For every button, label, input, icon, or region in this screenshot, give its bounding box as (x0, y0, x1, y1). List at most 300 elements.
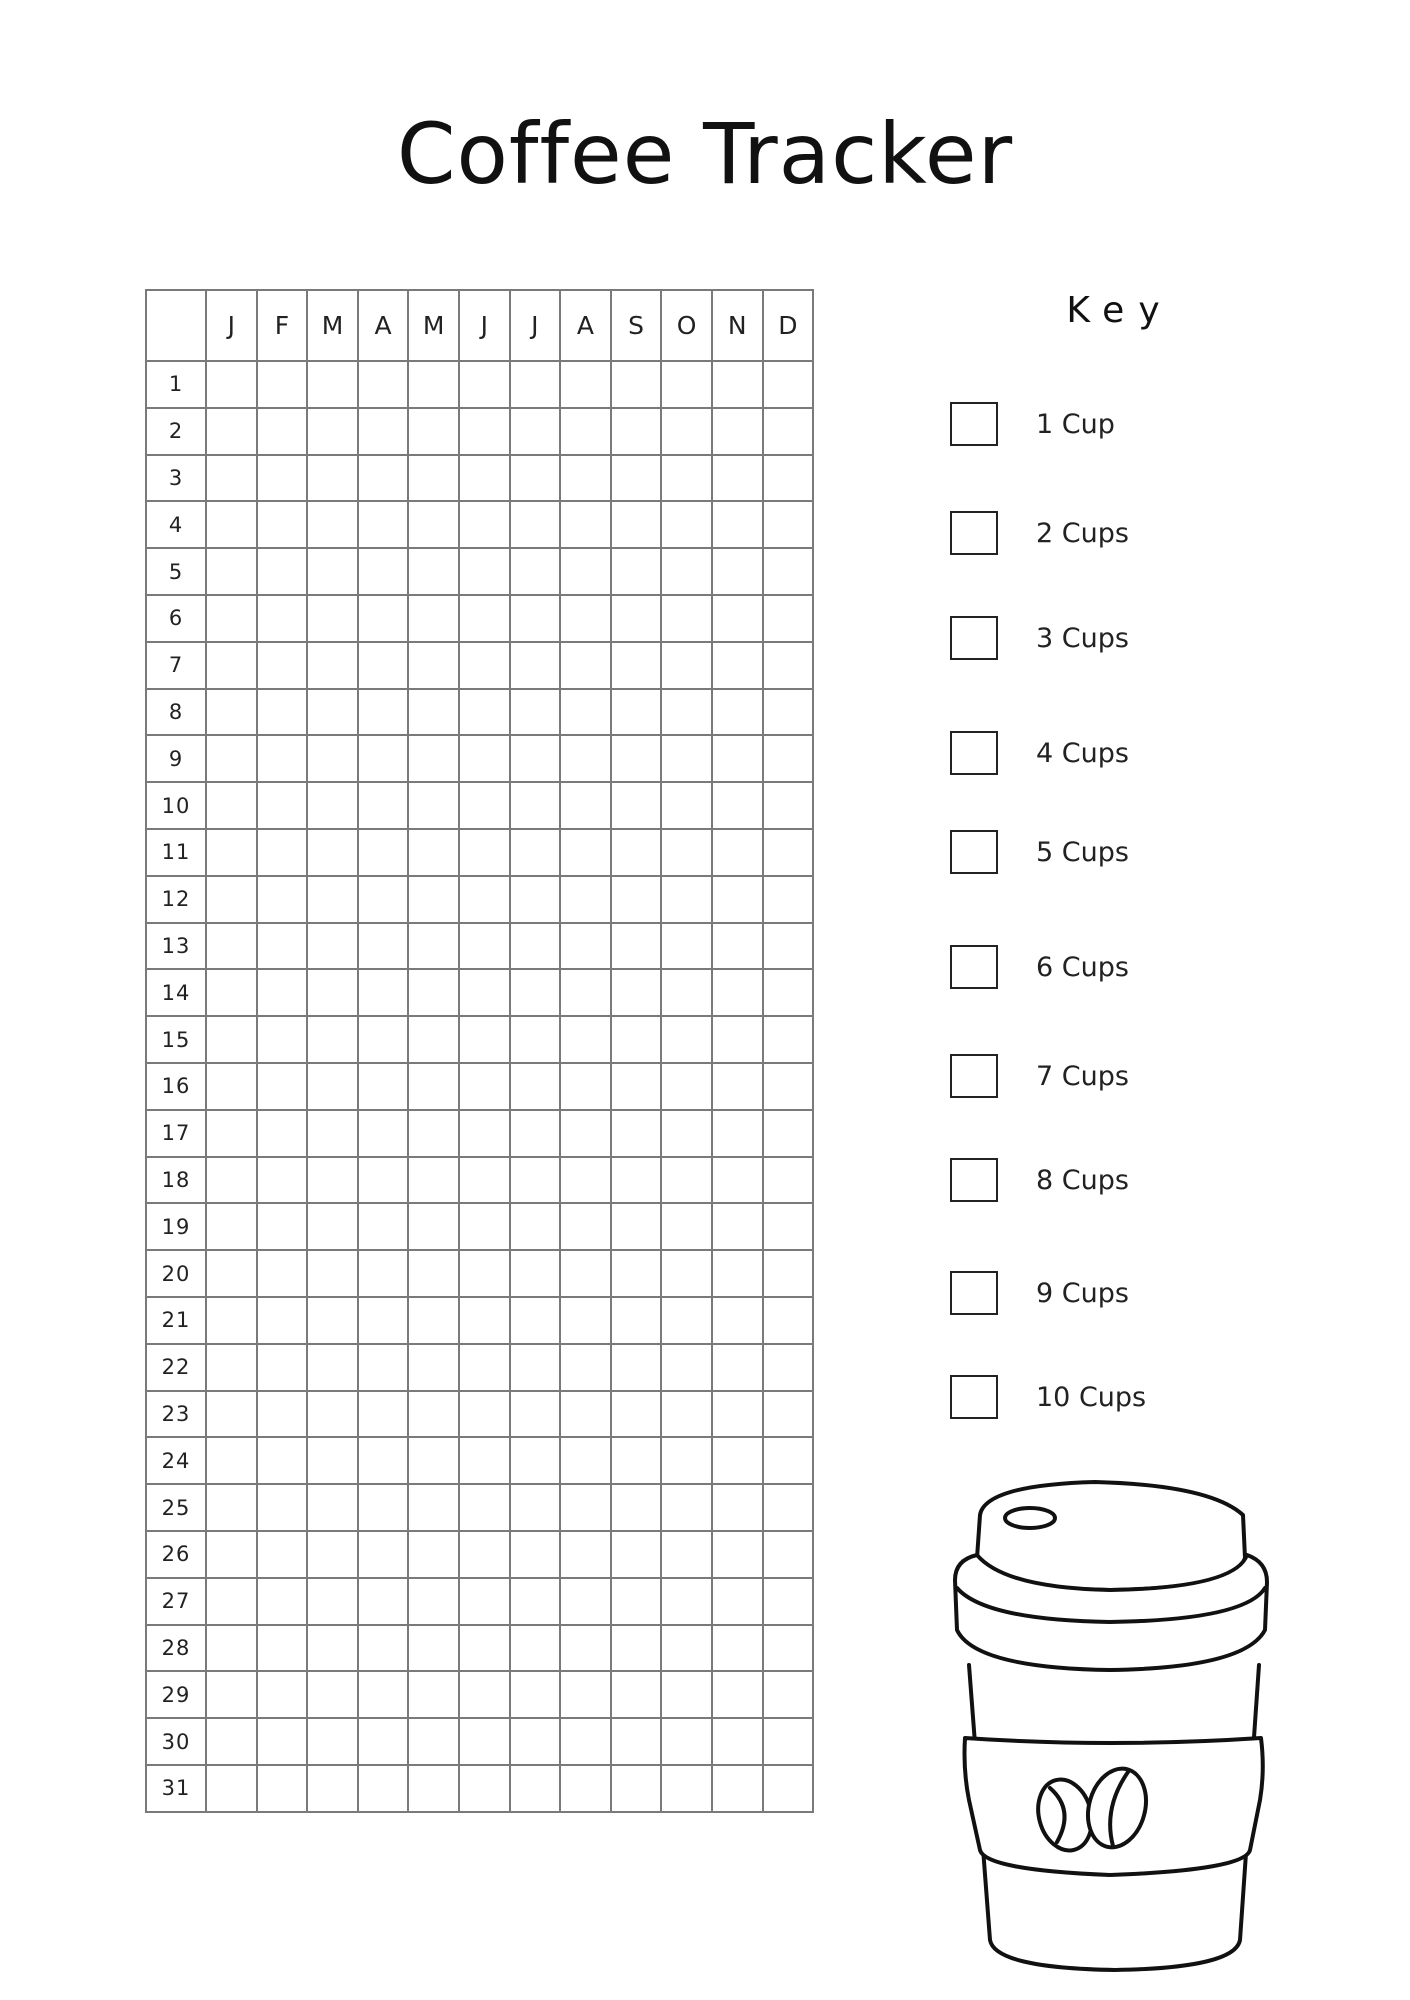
tracker-cell[interactable] (408, 1344, 459, 1391)
tracker-cell[interactable] (510, 361, 561, 408)
tracker-cell[interactable] (510, 1718, 561, 1765)
tracker-cell[interactable] (257, 1531, 308, 1578)
tracker-cell[interactable] (459, 1063, 510, 1110)
tracker-cell[interactable] (712, 782, 763, 829)
tracker-cell[interactable] (459, 361, 510, 408)
tracker-cell[interactable] (510, 1110, 561, 1157)
tracker-cell[interactable] (408, 1391, 459, 1438)
tracker-cell[interactable] (763, 876, 814, 923)
tracker-cell[interactable] (611, 1063, 662, 1110)
tracker-cell[interactable] (307, 1484, 358, 1531)
tracker-cell[interactable] (257, 1063, 308, 1110)
tracker-cell[interactable] (459, 642, 510, 689)
tracker-cell[interactable] (560, 1344, 611, 1391)
tracker-cell[interactable] (611, 1718, 662, 1765)
tracker-cell[interactable] (510, 1016, 561, 1063)
tracker-cell[interactable] (257, 1250, 308, 1297)
tracker-cell[interactable] (712, 969, 763, 1016)
tracker-cell[interactable] (257, 408, 308, 455)
tracker-cell[interactable] (763, 735, 814, 782)
tracker-cell[interactable] (661, 1344, 712, 1391)
tracker-cell[interactable] (560, 1437, 611, 1484)
tracker-cell[interactable] (307, 829, 358, 876)
tracker-cell[interactable] (358, 1063, 409, 1110)
tracker-cell[interactable] (661, 829, 712, 876)
tracker-cell[interactable] (358, 408, 409, 455)
tracker-cell[interactable] (257, 1344, 308, 1391)
tracker-cell[interactable] (712, 1531, 763, 1578)
tracker-cell[interactable] (307, 1437, 358, 1484)
tracker-cell[interactable] (408, 595, 459, 642)
tracker-cell[interactable] (560, 1625, 611, 1672)
tracker-cell[interactable] (712, 642, 763, 689)
tracker-cell[interactable] (206, 689, 257, 736)
tracker-cell[interactable] (459, 1765, 510, 1812)
tracker-cell[interactable] (307, 1297, 358, 1344)
tracker-cell[interactable] (510, 455, 561, 502)
tracker-cell[interactable] (763, 408, 814, 455)
tracker-cell[interactable] (358, 1765, 409, 1812)
tracker-cell[interactable] (510, 1391, 561, 1438)
tracker-cell[interactable] (408, 1110, 459, 1157)
tracker-cell[interactable] (408, 455, 459, 502)
tracker-cell[interactable] (358, 361, 409, 408)
tracker-cell[interactable] (307, 876, 358, 923)
tracker-cell[interactable] (358, 969, 409, 1016)
tracker-cell[interactable] (307, 1625, 358, 1672)
tracker-cell[interactable] (611, 969, 662, 1016)
tracker-cell[interactable] (358, 876, 409, 923)
tracker-cell[interactable] (307, 455, 358, 502)
tracker-cell[interactable] (206, 548, 257, 595)
tracker-cell[interactable] (408, 1765, 459, 1812)
tracker-cell[interactable] (257, 455, 308, 502)
tracker-cell[interactable] (763, 595, 814, 642)
tracker-cell[interactable] (206, 829, 257, 876)
tracker-cell[interactable] (459, 1203, 510, 1250)
tracker-cell[interactable] (358, 689, 409, 736)
tracker-cell[interactable] (307, 1203, 358, 1250)
tracker-cell[interactable] (763, 689, 814, 736)
tracker-cell[interactable] (611, 455, 662, 502)
tracker-cell[interactable] (560, 501, 611, 548)
tracker-cell[interactable] (560, 1063, 611, 1110)
tracker-cell[interactable] (206, 1765, 257, 1812)
tracker-cell[interactable] (257, 1016, 308, 1063)
tracker-cell[interactable] (307, 1671, 358, 1718)
tracker-cell[interactable] (611, 1250, 662, 1297)
tracker-cell[interactable] (206, 1157, 257, 1204)
tracker-cell[interactable] (560, 969, 611, 1016)
tracker-cell[interactable] (763, 1391, 814, 1438)
tracker-cell[interactable] (712, 1484, 763, 1531)
tracker-cell[interactable] (510, 595, 561, 642)
tracker-cell[interactable] (408, 642, 459, 689)
tracker-cell[interactable] (307, 1718, 358, 1765)
tracker-cell[interactable] (560, 1110, 611, 1157)
tracker-cell[interactable] (408, 1063, 459, 1110)
tracker-cell[interactable] (510, 501, 561, 548)
tracker-cell[interactable] (307, 923, 358, 970)
tracker-cell[interactable] (763, 1250, 814, 1297)
key-checkbox[interactable] (950, 1054, 998, 1098)
tracker-cell[interactable] (763, 1016, 814, 1063)
tracker-cell[interactable] (206, 1578, 257, 1625)
tracker-cell[interactable] (560, 548, 611, 595)
tracker-cell[interactable] (459, 1718, 510, 1765)
tracker-cell[interactable] (206, 1063, 257, 1110)
key-checkbox[interactable] (950, 945, 998, 989)
tracker-cell[interactable] (661, 1437, 712, 1484)
tracker-cell[interactable] (510, 829, 561, 876)
tracker-cell[interactable] (206, 455, 257, 502)
tracker-cell[interactable] (358, 595, 409, 642)
tracker-cell[interactable] (661, 1391, 712, 1438)
tracker-cell[interactable] (661, 408, 712, 455)
tracker-cell[interactable] (560, 1578, 611, 1625)
tracker-cell[interactable] (510, 1531, 561, 1578)
tracker-cell[interactable] (257, 923, 308, 970)
tracker-cell[interactable] (206, 642, 257, 689)
tracker-cell[interactable] (358, 782, 409, 829)
tracker-cell[interactable] (307, 1110, 358, 1157)
tracker-cell[interactable] (257, 1671, 308, 1718)
tracker-cell[interactable] (763, 1344, 814, 1391)
tracker-cell[interactable] (712, 1063, 763, 1110)
tracker-cell[interactable] (459, 969, 510, 1016)
tracker-cell[interactable] (307, 642, 358, 689)
tracker-cell[interactable] (307, 1016, 358, 1063)
tracker-cell[interactable] (459, 829, 510, 876)
tracker-cell[interactable] (459, 689, 510, 736)
tracker-cell[interactable] (459, 1531, 510, 1578)
tracker-cell[interactable] (763, 1625, 814, 1672)
tracker-cell[interactable] (408, 735, 459, 782)
tracker-cell[interactable] (510, 969, 561, 1016)
tracker-cell[interactable] (560, 1671, 611, 1718)
tracker-cell[interactable] (560, 361, 611, 408)
tracker-cell[interactable] (560, 923, 611, 970)
tracker-cell[interactable] (257, 1391, 308, 1438)
tracker-cell[interactable] (611, 1484, 662, 1531)
tracker-cell[interactable] (307, 735, 358, 782)
tracker-cell[interactable] (307, 1157, 358, 1204)
tracker-cell[interactable] (408, 1578, 459, 1625)
tracker-cell[interactable] (408, 829, 459, 876)
tracker-cell[interactable] (712, 1297, 763, 1344)
tracker-cell[interactable] (408, 1250, 459, 1297)
tracker-cell[interactable] (510, 923, 561, 970)
tracker-cell[interactable] (763, 1671, 814, 1718)
tracker-cell[interactable] (712, 1578, 763, 1625)
tracker-cell[interactable] (307, 1765, 358, 1812)
tracker-cell[interactable] (257, 1437, 308, 1484)
tracker-cell[interactable] (611, 1437, 662, 1484)
tracker-cell[interactable] (510, 642, 561, 689)
tracker-cell[interactable] (611, 1344, 662, 1391)
tracker-cell[interactable] (459, 876, 510, 923)
tracker-cell[interactable] (408, 923, 459, 970)
tracker-cell[interactable] (763, 1484, 814, 1531)
tracker-cell[interactable] (611, 735, 662, 782)
tracker-cell[interactable] (257, 735, 308, 782)
tracker-cell[interactable] (459, 1110, 510, 1157)
tracker-cell[interactable] (712, 829, 763, 876)
tracker-cell[interactable] (307, 782, 358, 829)
tracker-cell[interactable] (712, 689, 763, 736)
tracker-cell[interactable] (510, 782, 561, 829)
key-checkbox[interactable] (950, 1375, 998, 1419)
tracker-cell[interactable] (257, 1484, 308, 1531)
tracker-cell[interactable] (459, 1016, 510, 1063)
tracker-cell[interactable] (763, 969, 814, 1016)
tracker-cell[interactable] (763, 1063, 814, 1110)
tracker-cell[interactable] (661, 689, 712, 736)
tracker-cell[interactable] (358, 1578, 409, 1625)
tracker-cell[interactable] (257, 1718, 308, 1765)
tracker-cell[interactable] (358, 829, 409, 876)
tracker-cell[interactable] (408, 876, 459, 923)
tracker-cell[interactable] (408, 501, 459, 548)
tracker-cell[interactable] (763, 1110, 814, 1157)
tracker-cell[interactable] (560, 735, 611, 782)
tracker-cell[interactable] (307, 548, 358, 595)
tracker-cell[interactable] (661, 782, 712, 829)
tracker-cell[interactable] (560, 1391, 611, 1438)
tracker-cell[interactable] (459, 548, 510, 595)
tracker-cell[interactable] (408, 1297, 459, 1344)
key-checkbox[interactable] (950, 402, 998, 446)
tracker-cell[interactable] (611, 642, 662, 689)
tracker-cell[interactable] (358, 1391, 409, 1438)
tracker-cell[interactable] (408, 689, 459, 736)
tracker-cell[interactable] (510, 1250, 561, 1297)
tracker-cell[interactable] (611, 1391, 662, 1438)
tracker-cell[interactable] (510, 735, 561, 782)
tracker-cell[interactable] (661, 642, 712, 689)
tracker-cell[interactable] (763, 1203, 814, 1250)
tracker-cell[interactable] (712, 408, 763, 455)
tracker-cell[interactable] (560, 1765, 611, 1812)
tracker-cell[interactable] (257, 548, 308, 595)
tracker-cell[interactable] (611, 689, 662, 736)
tracker-cell[interactable] (560, 1531, 611, 1578)
tracker-cell[interactable] (712, 455, 763, 502)
tracker-cell[interactable] (712, 1625, 763, 1672)
tracker-cell[interactable] (560, 1297, 611, 1344)
tracker-cell[interactable] (408, 1203, 459, 1250)
tracker-cell[interactable] (611, 1016, 662, 1063)
tracker-cell[interactable] (611, 829, 662, 876)
tracker-cell[interactable] (358, 1344, 409, 1391)
tracker-cell[interactable] (661, 969, 712, 1016)
tracker-cell[interactable] (661, 876, 712, 923)
tracker-cell[interactable] (611, 595, 662, 642)
tracker-cell[interactable] (307, 1344, 358, 1391)
key-checkbox[interactable] (950, 616, 998, 660)
tracker-cell[interactable] (459, 455, 510, 502)
tracker-cell[interactable] (257, 1765, 308, 1812)
tracker-cell[interactable] (206, 1625, 257, 1672)
tracker-cell[interactable] (611, 1625, 662, 1672)
tracker-cell[interactable] (560, 1250, 611, 1297)
tracker-cell[interactable] (358, 642, 409, 689)
tracker-cell[interactable] (206, 969, 257, 1016)
tracker-cell[interactable] (611, 1765, 662, 1812)
tracker-cell[interactable] (206, 1203, 257, 1250)
tracker-cell[interactable] (510, 1297, 561, 1344)
tracker-cell[interactable] (459, 1250, 510, 1297)
tracker-cell[interactable] (358, 1297, 409, 1344)
tracker-cell[interactable] (257, 361, 308, 408)
tracker-cell[interactable] (763, 829, 814, 876)
tracker-cell[interactable] (206, 1344, 257, 1391)
tracker-cell[interactable] (307, 361, 358, 408)
tracker-cell[interactable] (661, 361, 712, 408)
tracker-cell[interactable] (510, 876, 561, 923)
tracker-cell[interactable] (206, 595, 257, 642)
tracker-cell[interactable] (358, 1718, 409, 1765)
tracker-cell[interactable] (459, 408, 510, 455)
tracker-cell[interactable] (611, 782, 662, 829)
tracker-cell[interactable] (712, 1110, 763, 1157)
tracker-cell[interactable] (560, 689, 611, 736)
tracker-cell[interactable] (712, 1391, 763, 1438)
tracker-cell[interactable] (257, 1157, 308, 1204)
tracker-cell[interactable] (611, 1110, 662, 1157)
tracker-cell[interactable] (510, 1063, 561, 1110)
tracker-cell[interactable] (712, 1203, 763, 1250)
tracker-cell[interactable] (307, 689, 358, 736)
tracker-cell[interactable] (510, 1157, 561, 1204)
tracker-cell[interactable] (408, 1531, 459, 1578)
tracker-cell[interactable] (712, 1765, 763, 1812)
tracker-cell[interactable] (712, 1157, 763, 1204)
tracker-cell[interactable] (661, 1110, 712, 1157)
tracker-cell[interactable] (611, 361, 662, 408)
tracker-cell[interactable] (408, 548, 459, 595)
tracker-cell[interactable] (459, 501, 510, 548)
tracker-cell[interactable] (763, 1437, 814, 1484)
tracker-cell[interactable] (510, 1671, 561, 1718)
tracker-cell[interactable] (358, 1250, 409, 1297)
tracker-cell[interactable] (408, 1157, 459, 1204)
tracker-cell[interactable] (611, 548, 662, 595)
tracker-cell[interactable] (763, 782, 814, 829)
tracker-cell[interactable] (257, 829, 308, 876)
tracker-cell[interactable] (763, 455, 814, 502)
tracker-cell[interactable] (763, 1297, 814, 1344)
key-checkbox[interactable] (950, 1158, 998, 1202)
tracker-cell[interactable] (358, 501, 409, 548)
tracker-cell[interactable] (712, 735, 763, 782)
tracker-cell[interactable] (611, 501, 662, 548)
key-checkbox[interactable] (950, 731, 998, 775)
tracker-cell[interactable] (712, 361, 763, 408)
tracker-cell[interactable] (358, 1625, 409, 1672)
tracker-cell[interactable] (206, 1110, 257, 1157)
tracker-cell[interactable] (611, 1671, 662, 1718)
tracker-cell[interactable] (459, 735, 510, 782)
tracker-cell[interactable] (560, 1484, 611, 1531)
tracker-cell[interactable] (459, 1391, 510, 1438)
tracker-cell[interactable] (206, 408, 257, 455)
tracker-cell[interactable] (307, 501, 358, 548)
tracker-cell[interactable] (661, 501, 712, 548)
tracker-cell[interactable] (712, 1016, 763, 1063)
tracker-cell[interactable] (358, 735, 409, 782)
tracker-cell[interactable] (712, 1250, 763, 1297)
tracker-cell[interactable] (763, 548, 814, 595)
tracker-cell[interactable] (358, 1110, 409, 1157)
tracker-cell[interactable] (206, 1437, 257, 1484)
tracker-cell[interactable] (661, 1765, 712, 1812)
tracker-cell[interactable] (257, 876, 308, 923)
tracker-cell[interactable] (358, 1016, 409, 1063)
tracker-cell[interactable] (560, 1203, 611, 1250)
tracker-cell[interactable] (307, 595, 358, 642)
tracker-cell[interactable] (408, 1016, 459, 1063)
tracker-cell[interactable] (206, 1391, 257, 1438)
tracker-cell[interactable] (257, 1110, 308, 1157)
tracker-cell[interactable] (206, 735, 257, 782)
tracker-cell[interactable] (358, 548, 409, 595)
tracker-cell[interactable] (510, 1344, 561, 1391)
tracker-cell[interactable] (358, 455, 409, 502)
tracker-cell[interactable] (763, 1718, 814, 1765)
tracker-cell[interactable] (661, 1625, 712, 1672)
tracker-cell[interactable] (206, 1671, 257, 1718)
tracker-cell[interactable] (206, 1016, 257, 1063)
tracker-cell[interactable] (358, 1203, 409, 1250)
tracker-cell[interactable] (560, 829, 611, 876)
tracker-cell[interactable] (459, 1578, 510, 1625)
tracker-cell[interactable] (510, 408, 561, 455)
tracker-cell[interactable] (358, 923, 409, 970)
tracker-cell[interactable] (206, 1484, 257, 1531)
tracker-cell[interactable] (257, 1203, 308, 1250)
tracker-cell[interactable] (510, 1203, 561, 1250)
tracker-cell[interactable] (358, 1484, 409, 1531)
tracker-cell[interactable] (408, 1484, 459, 1531)
tracker-cell[interactable] (459, 782, 510, 829)
tracker-cell[interactable] (408, 408, 459, 455)
tracker-cell[interactable] (257, 689, 308, 736)
tracker-cell[interactable] (358, 1531, 409, 1578)
tracker-cell[interactable] (459, 1297, 510, 1344)
tracker-cell[interactable] (459, 923, 510, 970)
tracker-cell[interactable] (661, 1157, 712, 1204)
tracker-cell[interactable] (661, 1063, 712, 1110)
key-checkbox[interactable] (950, 511, 998, 555)
tracker-cell[interactable] (611, 1531, 662, 1578)
tracker-cell[interactable] (661, 1250, 712, 1297)
tracker-cell[interactable] (510, 1578, 561, 1625)
tracker-cell[interactable] (408, 1718, 459, 1765)
tracker-cell[interactable] (257, 501, 308, 548)
tracker-cell[interactable] (206, 1531, 257, 1578)
tracker-cell[interactable] (358, 1157, 409, 1204)
tracker-cell[interactable] (307, 1391, 358, 1438)
tracker-cell[interactable] (459, 1625, 510, 1672)
tracker-cell[interactable] (661, 455, 712, 502)
tracker-cell[interactable] (712, 1671, 763, 1718)
tracker-cell[interactable] (459, 1437, 510, 1484)
tracker-cell[interactable] (712, 923, 763, 970)
tracker-cell[interactable] (206, 1250, 257, 1297)
tracker-cell[interactable] (712, 1344, 763, 1391)
tracker-cell[interactable] (560, 595, 611, 642)
